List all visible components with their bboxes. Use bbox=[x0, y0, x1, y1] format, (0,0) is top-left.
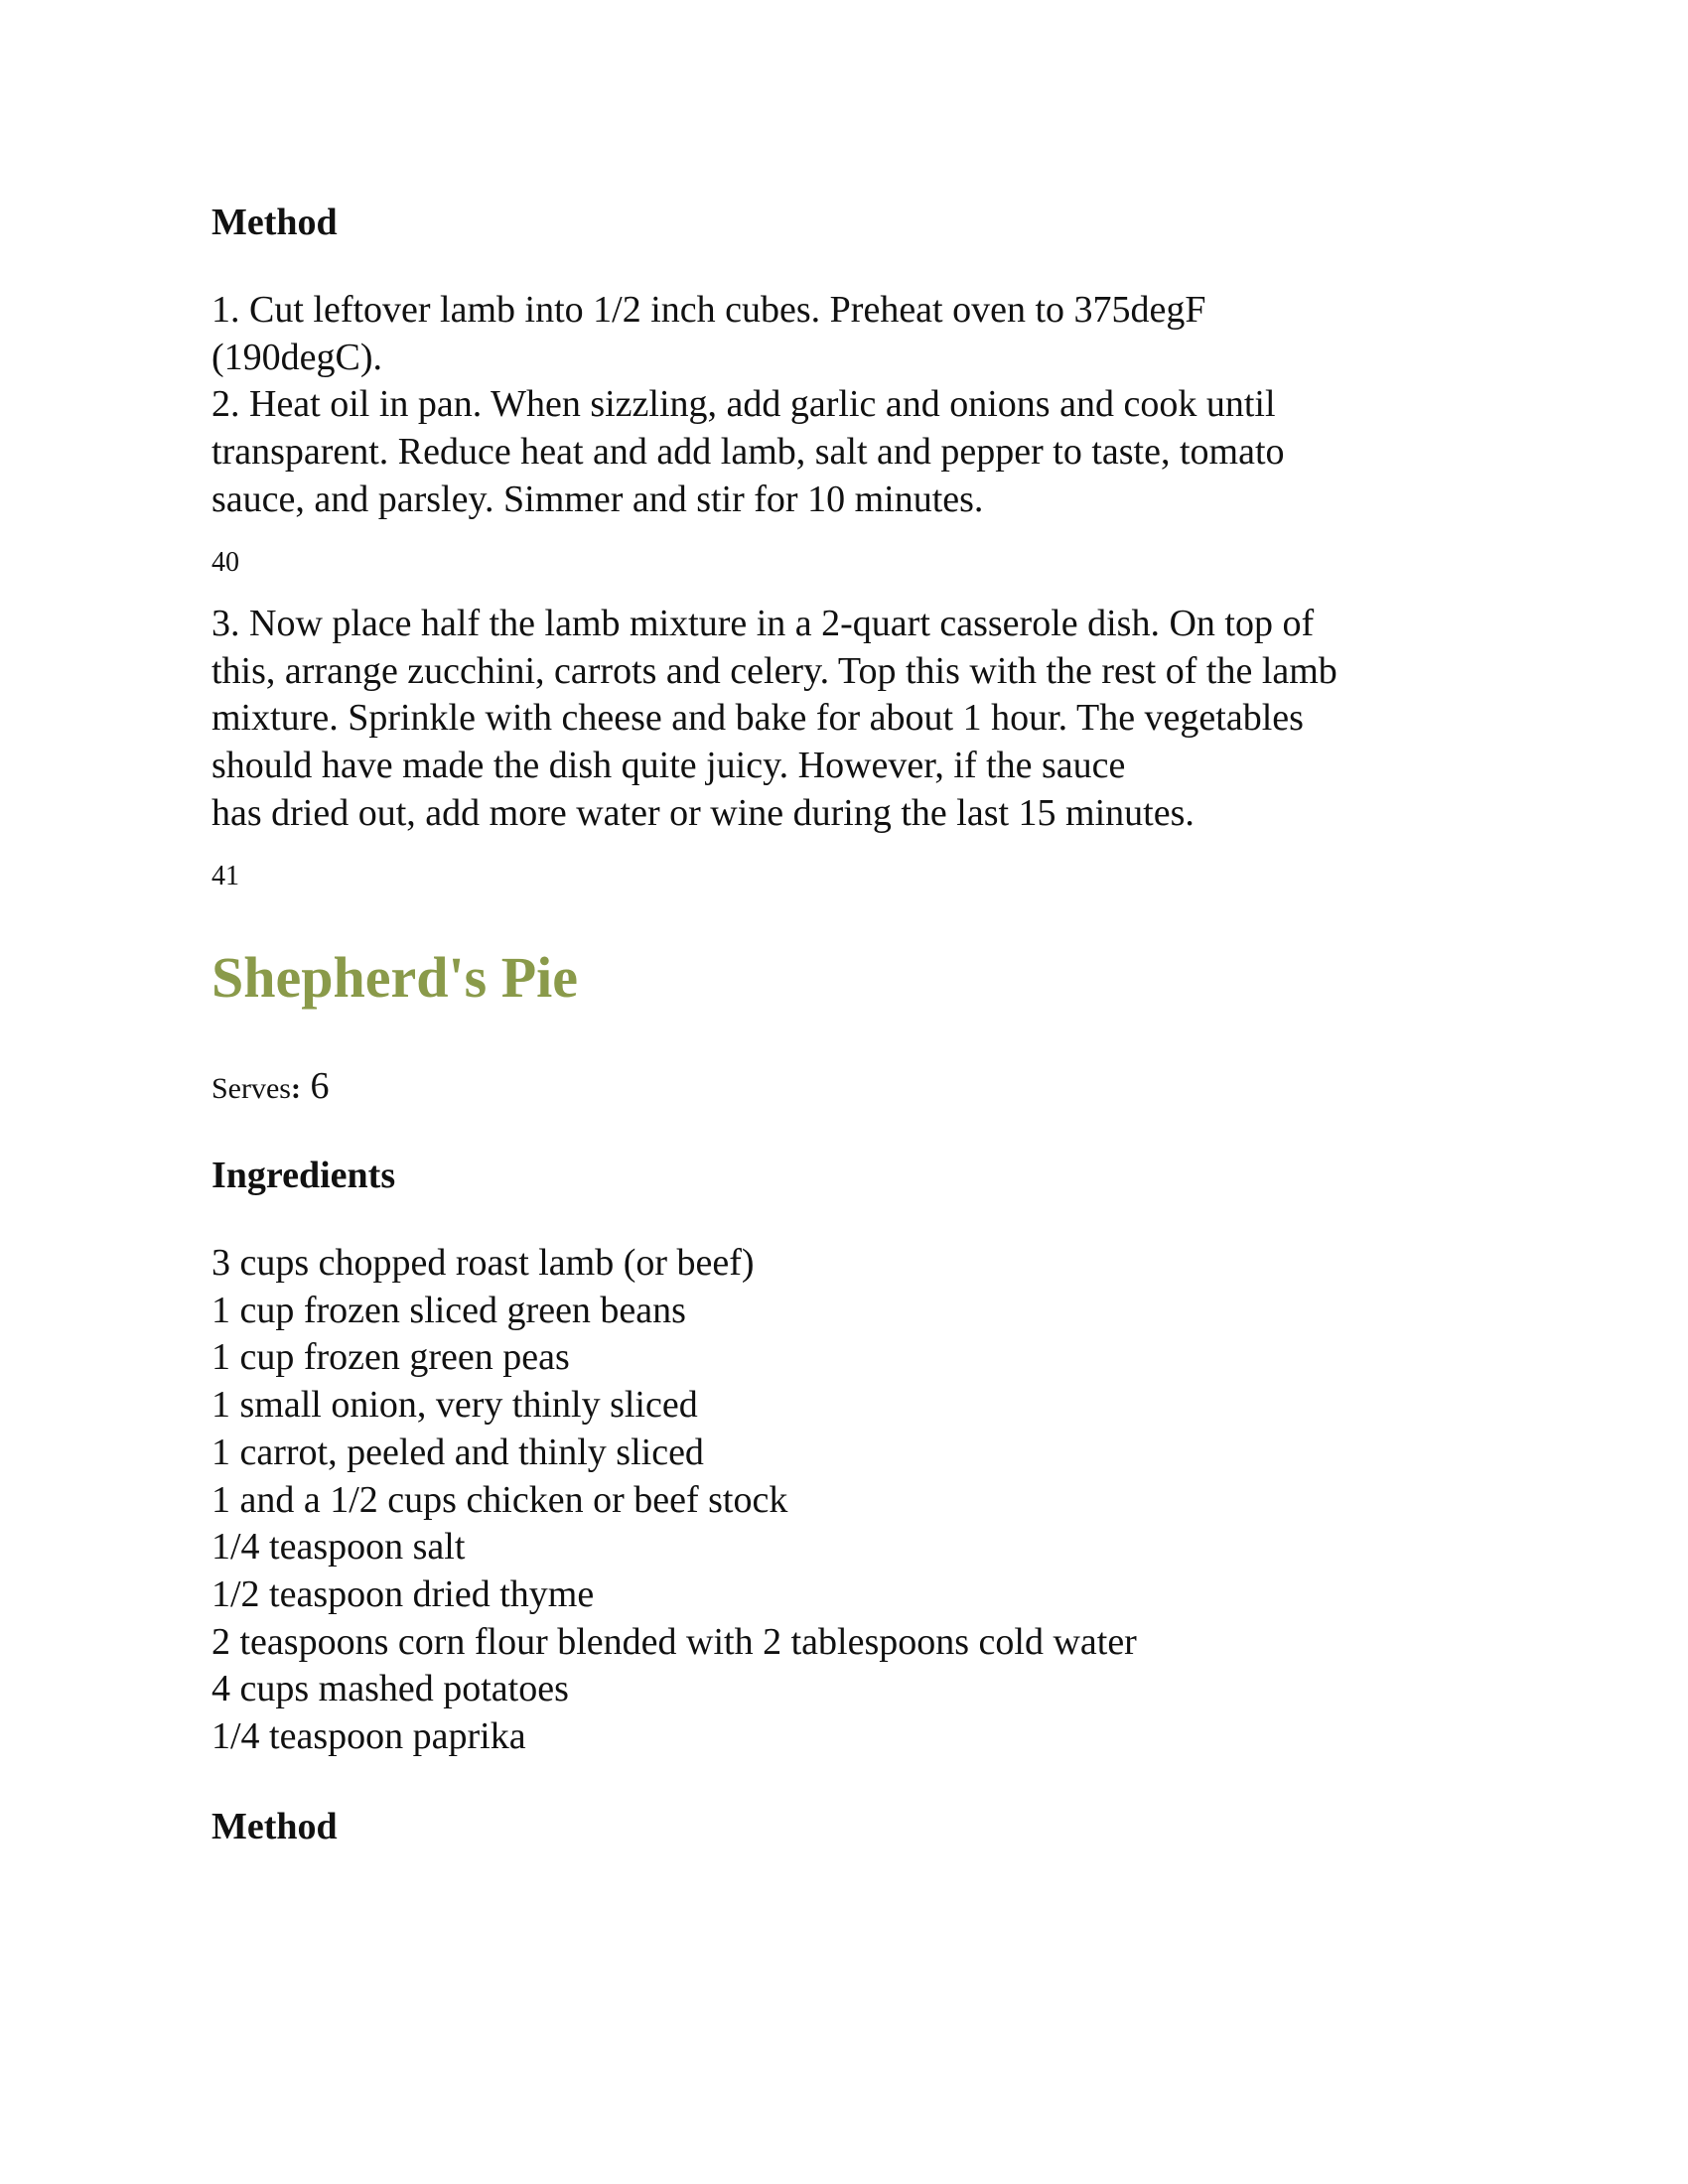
ingredient-item: 1 carrot, peeled and thinly sliced bbox=[211, 1431, 704, 1473]
step-line: should have made the dish quite juicy. However, if the sauce bbox=[211, 745, 1126, 787]
ingredients-list bbox=[211, 1240, 1137, 1761]
ingredient-item: 1 and a 1/2 cups chicken or beef stock bbox=[211, 1478, 788, 1521]
method-step-3 bbox=[211, 601, 1337, 838]
step-line: transparent. Reduce heat and add lamb, salt and pepper to taste, tomato bbox=[211, 431, 1285, 474]
ingredient-item: 1 small onion, very thinly sliced bbox=[211, 1384, 698, 1427]
step-line: (190degC). bbox=[211, 336, 383, 378]
ingredient-item: 1 cup frozen sliced green beans bbox=[211, 1289, 686, 1331]
step-line: has dried out, add more water or wine during the last 15 minutes. bbox=[211, 791, 1195, 834]
serves-colon: : bbox=[290, 1072, 301, 1105]
method-steps-1-2 bbox=[211, 287, 1285, 524]
method-heading: Method bbox=[211, 202, 338, 243]
page-number: 41 bbox=[211, 861, 239, 891]
step-line: 2. Heat oil in pan. When sizzling, add garlic and onions and cook until bbox=[211, 383, 1276, 426]
page-number: 40 bbox=[211, 547, 239, 578]
ingredients-heading: Ingredients bbox=[211, 1155, 396, 1196]
step-line: mixture. Sprinkle with cheese and bake for about 1 hour. The vegetables bbox=[211, 697, 1304, 740]
step-line: sauce, and parsley. Simmer and stir for 10 minutes. bbox=[211, 478, 984, 520]
serves-line bbox=[211, 1064, 329, 1108]
ingredient-item: 1 cup frozen green peas bbox=[211, 1336, 570, 1379]
ingredient-item: 1/4 teaspoon paprika bbox=[211, 1715, 526, 1758]
recipe-title: Shepherd's Pie bbox=[211, 945, 578, 1010]
method-heading: Method bbox=[211, 1806, 338, 1847]
ingredient-item: 1/2 teaspoon dried thyme bbox=[211, 1572, 595, 1615]
step-line: 3. Now place half the lamb mixture in a 2-quart casserole dish. On top of bbox=[211, 603, 1315, 644]
step-line: 1. Cut leftover lamb into 1/2 inch cubes. Preheat oven to 375degF bbox=[211, 289, 1206, 331]
step-line: this, arrange zucchini, carrots and celery. Top this with the rest of the lamb bbox=[211, 649, 1337, 692]
ingredient-item: 1/4 teaspoon salt bbox=[211, 1526, 466, 1569]
ingredient-item: 2 teaspoons corn flour blended with 2 tablespoons cold water bbox=[211, 1620, 1137, 1663]
ingredient-item: 4 cups mashed potatoes bbox=[211, 1668, 569, 1710]
serves-value: 6 bbox=[310, 1065, 330, 1107]
serves-label: Serves bbox=[211, 1072, 291, 1105]
ingredient-item: 3 cups chopped roast lamb (or beef) bbox=[211, 1242, 755, 1284]
